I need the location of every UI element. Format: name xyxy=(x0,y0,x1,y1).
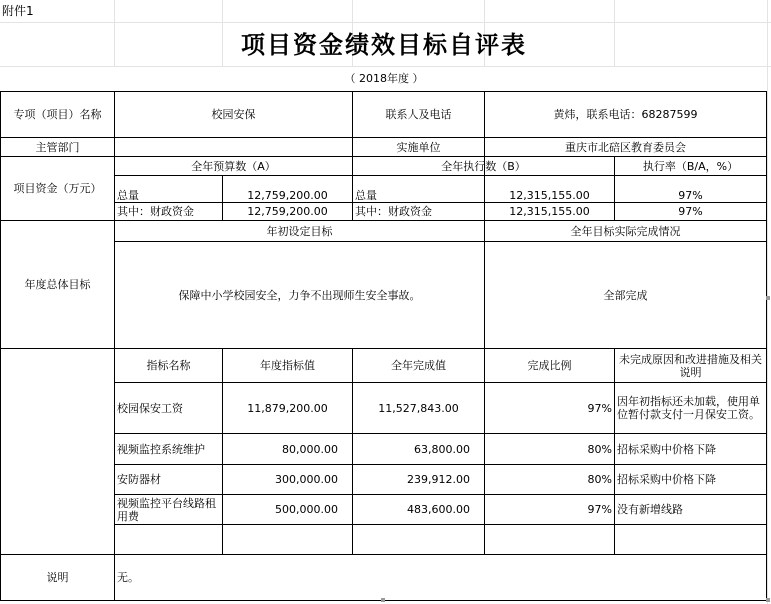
budget-header: 全年预算数（A） xyxy=(191,159,276,173)
page-marker xyxy=(766,598,770,602)
goal-set-header: 年初设定目标 xyxy=(266,224,333,238)
page-marker xyxy=(766,296,770,300)
attachment-label: 附件1 xyxy=(2,3,34,18)
indicator-actual-header: 全年完成值 xyxy=(391,359,446,372)
funds-row-exec-label: 总量 xyxy=(355,189,377,202)
dept-value xyxy=(115,138,352,156)
note-value: 无。 xyxy=(117,571,139,584)
impl-label: 实施单位 xyxy=(396,140,441,154)
table-row-actual: 63,800.00 xyxy=(414,442,470,456)
project-name: 校园安保 xyxy=(211,108,256,121)
funds-row-rate: 97% xyxy=(678,189,703,202)
goal-actual-header: 全年目标实际完成情况 xyxy=(570,224,681,238)
gridline xyxy=(767,0,768,604)
funds-row-budget: 12,759,200.00 xyxy=(247,205,328,218)
funds-row-label: 总量 xyxy=(117,189,139,202)
impl-value: 重庆市北碚区教育委员会 xyxy=(565,140,686,154)
indicator-target-header: 年度指标值 xyxy=(260,359,315,372)
table-row-ratio: 80% xyxy=(587,442,612,456)
annual-goal-label: 年度总体目标 xyxy=(24,278,91,291)
table-row-target: 500,000.00 xyxy=(275,503,338,516)
dept-label: 主管部门 xyxy=(35,140,80,154)
year-label: （ 2018年度 ） xyxy=(344,71,424,85)
table-border xyxy=(766,91,767,601)
table-row-ratio: 97% xyxy=(587,401,612,415)
table-row-actual: 483,600.00 xyxy=(407,503,470,516)
table-row-reason: 因年初指标还未加载，使用单位暂付款支付一月保安工资。 xyxy=(617,395,760,421)
table-row-name: 视频监控平台线路租用费 xyxy=(117,496,216,523)
table-row-name: 校园保安工资 xyxy=(117,401,183,415)
funds-row-exec-label: 其中：财政资金 xyxy=(355,205,432,218)
indicator-ratio-header: 完成比例 xyxy=(527,359,572,372)
contact-value: 黄炜，联系电话：68287599 xyxy=(553,108,698,121)
rate-header: 执行率（B/A，%） xyxy=(642,159,739,173)
table-row-actual: 239,912.00 xyxy=(407,473,470,486)
funds-row-exec: 12,315,155.00 xyxy=(509,189,590,202)
exec-header: 全年执行数（B） xyxy=(441,159,526,173)
table-row-actual: 11,527,843.00 xyxy=(378,401,459,415)
table-row-ratio: 80% xyxy=(587,473,612,486)
table-row-reason: 招标采购中价格下降 xyxy=(617,473,716,486)
table-row-reason: 招标采购中价格下降 xyxy=(617,442,716,456)
goal-actual-text: 全部完成 xyxy=(603,288,648,302)
table-row-target: 11,879,200.00 xyxy=(247,401,328,415)
table-row-name: 安防器材 xyxy=(117,473,161,486)
table-row-target: 80,000.00 xyxy=(282,442,338,456)
funds-label: 项目资金（万元） xyxy=(13,182,102,195)
table-row-name: 视频监控系统维护 xyxy=(117,442,205,456)
contact-label: 联系人及电话 xyxy=(385,108,452,121)
funds-row-budget: 12,759,200.00 xyxy=(247,189,328,202)
table-row-reason: 没有新增线路 xyxy=(617,503,683,516)
gridline xyxy=(0,66,771,67)
project-label: 专项（项目）名称 xyxy=(13,108,102,121)
table-border xyxy=(114,524,767,525)
goal-set-text: 保障中小学校园安全，力争不出现师生安全事故。 xyxy=(178,288,421,302)
funds-row-exec: 12,315,155.00 xyxy=(509,205,590,218)
funds-row-rate: 97% xyxy=(678,205,703,218)
page-title: 项目资金绩效目标自评表 xyxy=(241,29,527,59)
indicator-reason-header: 未完成原因和改进措施及相关说明 xyxy=(619,352,762,379)
gridline xyxy=(0,22,771,23)
page-marker xyxy=(381,598,385,602)
indicator-name-header: 指标名称 xyxy=(146,359,191,372)
note-label: 说明 xyxy=(46,571,69,584)
funds-row-label: 其中：财政资金 xyxy=(117,205,194,218)
table-row-ratio: 97% xyxy=(587,503,612,516)
table-row-target: 300,000.00 xyxy=(275,473,338,486)
